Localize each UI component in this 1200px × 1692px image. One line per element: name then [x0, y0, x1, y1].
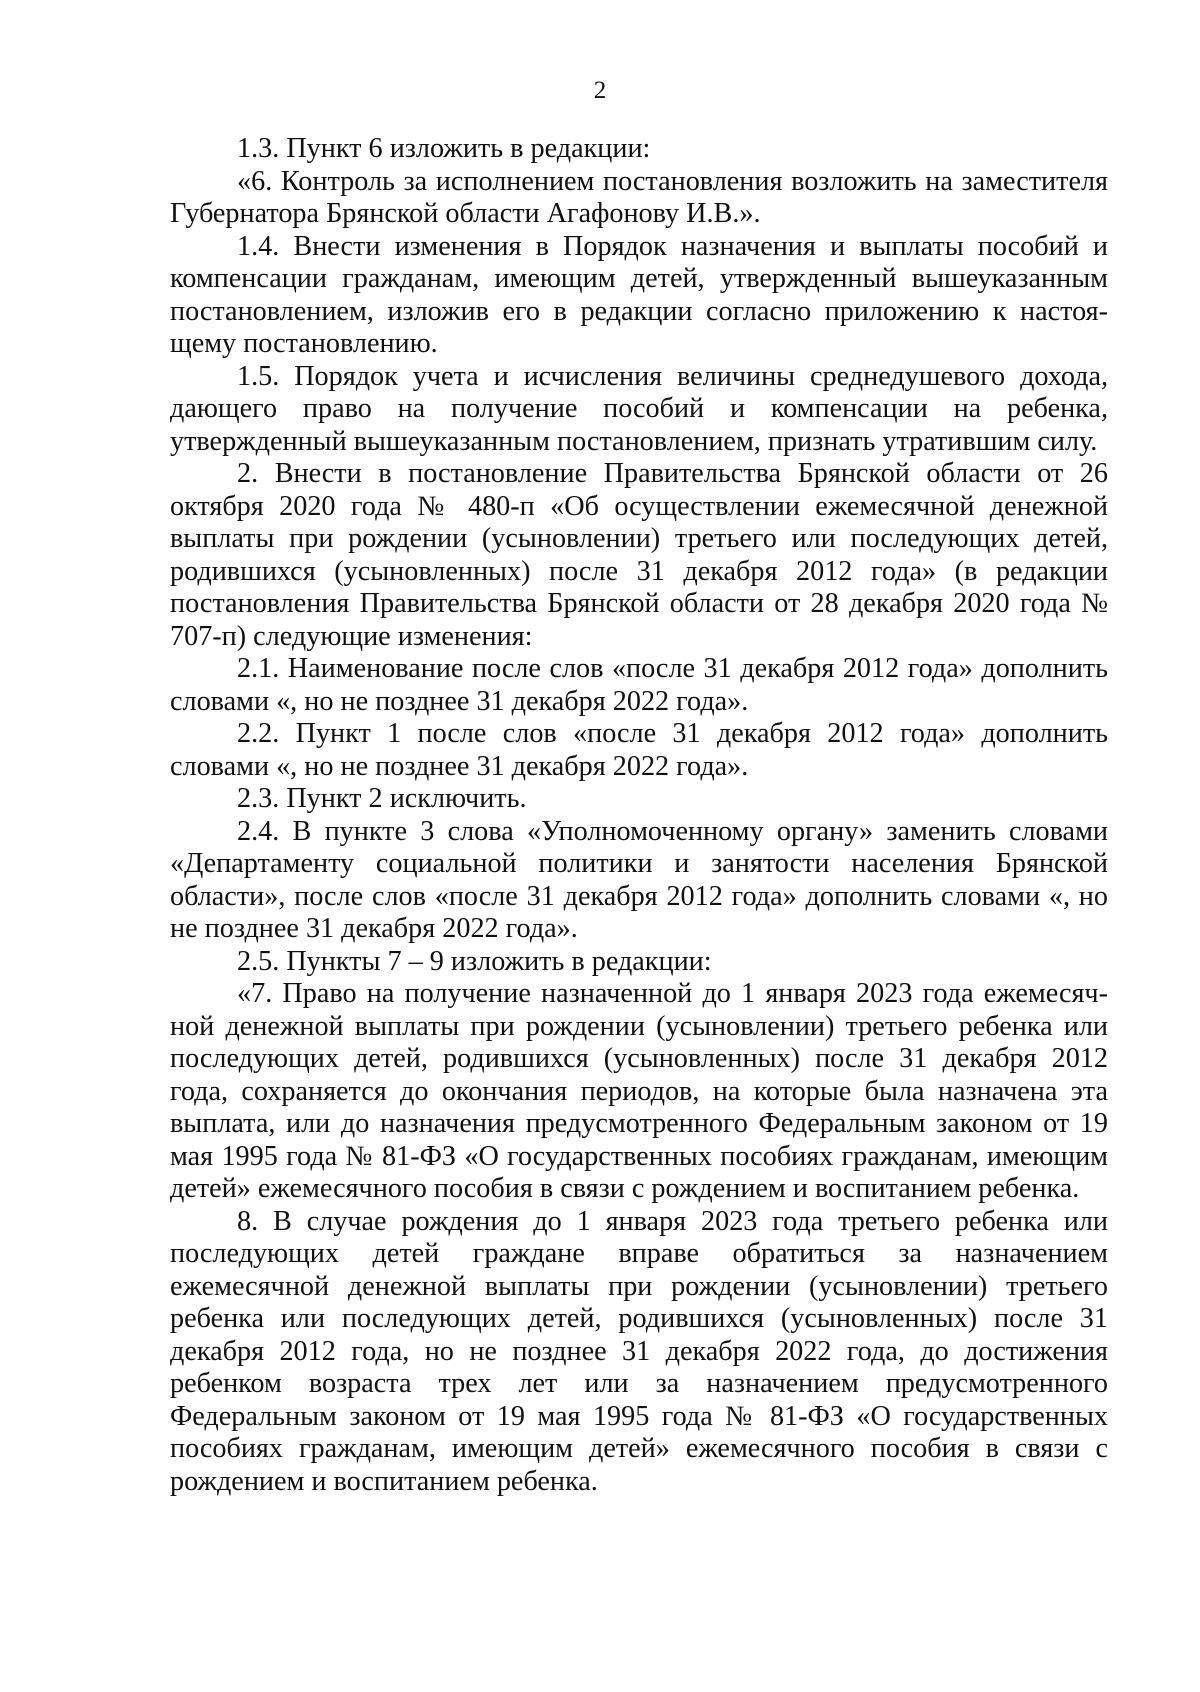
paragraph-quote-7: «7. Право на получение назначенной до 1 января 2023 года ежемесячной денежной выплаты при рождении (усыновлении) третьего ребенка или последующих детей, родившихся (усыновленных) после 31 декабря 2012 года, сохраняется до окончания периодов, на которые была назначена эта выплата, или до назначения предусмотренного Федеральным законом от 19 мая 1995 года № 81-ФЗ «О государственных пособиях гражданам, имеющим детей» ежемесячного пособия в связи с рождением и воспитанием ребенка. [170, 978, 1108, 1204]
document-body [170, 133, 1108, 1498]
paragraph-2-2: 2.2. Пункт 1 после слов «после 31 декабря 2012 года» дополнить словами «, но не позднее 31 декабря 2022 года». [170, 718, 1108, 782]
paragraph-quote-6: «6. Контроль за исполнением постановления возложить на заместителя Губернатора Брянской области Агафонову И.В.». [170, 165, 1108, 229]
page-number: 2 [593, 77, 607, 104]
paragraph-1-4: 1.4. Внести изменения в Порядок назначения и выплаты пособий и компенсации гражданам, имеющим детей, утвержденный вышеуказанным постановлением, изложив его в редакции согласно приложению к настоящему постановлению. [170, 230, 1108, 359]
paragraph-2-3: 2.3. Пункт 2 исключить. [237, 783, 527, 814]
paragraph-8: 8. В случае рождения до 1 января 2023 года третьего ребенка или последующих детей граждане вправе обратиться за назначением ежемесячной денежной выплаты при рождении (усыновлении) третьего ребенка или последующих детей, родившихся (усыновленных) после 31 декабря 2012 года, но не позднее 31 декабря 2022 года, до достижения ребенком возраста трех лет или за назначением предусмотренного Федеральным законом от 19 мая 1995 года № 81-ФЗ «О государственных пособиях гражданам, имеющим детей» ежемесячного пособия в связи с рождением и воспитанием ребенка. [170, 1205, 1108, 1497]
paragraph-2-1: 2.1. Наименование после слов «после 31 декабря 2012 года» дополнить словами «, но не позднее 31 декабря 2022 года». [170, 653, 1108, 717]
paragraph-1-5: 1.5. Порядок учета и исчисления величины среднедушевого дохода, дающего право на получение пособий и компенсации на ребенка, утвержденный вышеуказанным постановлением, признать утратившим силу. [170, 360, 1108, 457]
paragraph-2: 2. Внести в постановление Правительства Брянской области от 26 октября 2020 года № 480-п «Об осуществлении ежемесячной денежной выплаты при рождении (усыновлении) третьего или последующих детей, родившихся (усыновленных) после 31 декабря 2012 года» (в редакции постановления Правительства Брянской области от 28 декабря 2020 года № 707-п) следующие изменения: [170, 458, 1108, 652]
paragraph-1-3: 1.3. Пункт 6 изложить в редакции: [237, 133, 651, 164]
paragraph-2-5: 2.5. Пункты 7 – 9 изложить в редакции: [237, 945, 712, 977]
paragraph-2-4: 2.4. В пункте 3 слова «Уполномоченному органу» заменить словами «Департаменту социальной политики и занятости населения Брянской области», после слов «после 31 декабря 2012 года» дополнить словами «, но не позднее 31 декабря 2022 года». [170, 815, 1108, 944]
